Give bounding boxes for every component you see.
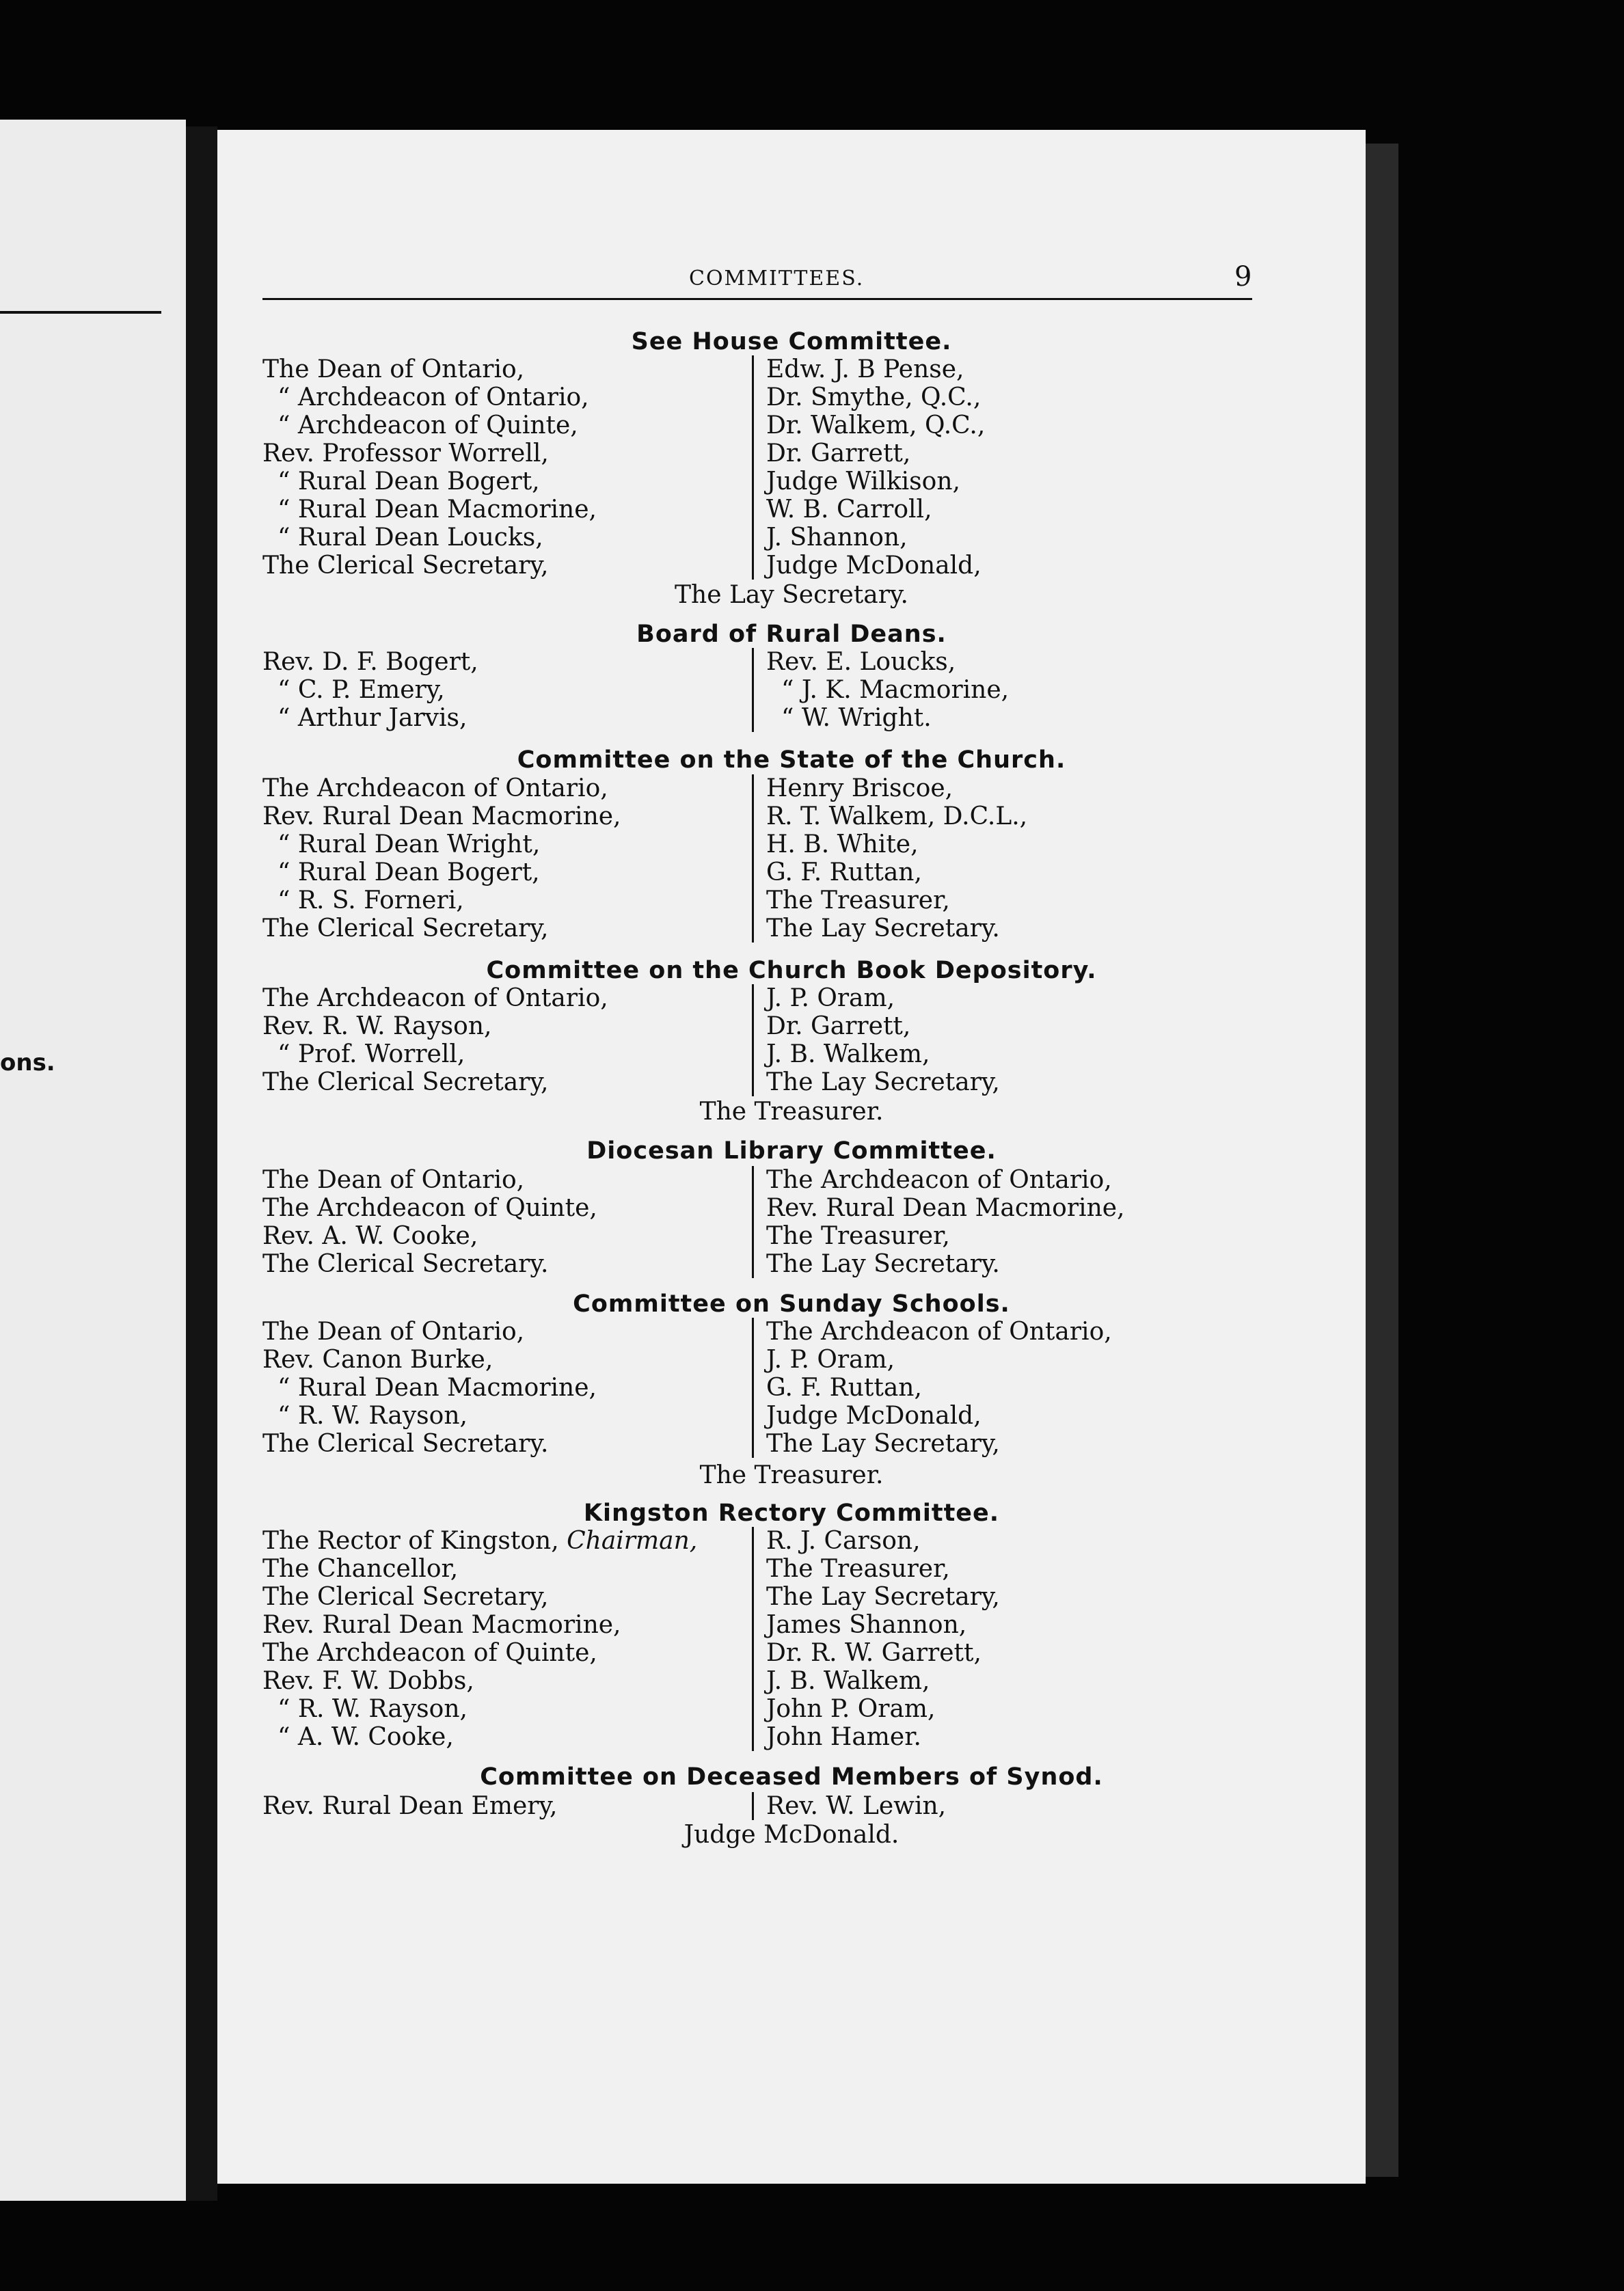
member-name: Dr. Garrett,: [766, 439, 911, 467]
member-name: Rev. W. Lewin,: [766, 1792, 947, 1820]
rural-deans-right-column: [752, 648, 1009, 732]
member-name: “ A. W. Cooke,: [278, 1723, 454, 1751]
member-name: “ R. W. Rayson,: [278, 1402, 468, 1430]
member-name: The Clerical Secretary,: [262, 914, 549, 943]
member-name: The Archdeacon of Ontario,: [262, 774, 608, 802]
book-page: [217, 130, 1366, 2184]
member-name: James Shannon,: [766, 1611, 967, 1639]
member-name: The Treasurer,: [766, 1222, 950, 1250]
member-name: “ C. P. Emery,: [278, 676, 445, 704]
section-title-see-house: See House Committee.: [631, 328, 952, 355]
member-name: The Clerical Secretary,: [262, 552, 549, 580]
member-name: W. B. Carroll,: [766, 496, 932, 524]
member-name: “ Prof. Worrell,: [278, 1040, 465, 1068]
sunday-schools-right-column: [752, 1318, 1112, 1458]
member-name: R. J. Carson,: [766, 1527, 921, 1555]
book-gutter: [186, 126, 217, 2201]
kingston-rectory-right-column: [752, 1527, 1000, 1751]
member-name: Judge McDonald,: [766, 1402, 982, 1430]
member-name: “ J. K. Macmorine,: [781, 676, 1010, 704]
rural-deans-left-column: [262, 648, 478, 732]
book-depository-centered-member: The Treasurer.: [699, 1098, 884, 1126]
running-head-title: COMMITTEES.: [689, 267, 865, 290]
section-title-kingston-rectory: Kingston Rectory Committee.: [583, 1500, 1000, 1527]
member-name: G. F. Ruttan,: [766, 858, 922, 886]
see-house-left-column: [262, 355, 597, 580]
member-name: The Archdeacon of Ontario,: [766, 1166, 1112, 1194]
member-name: The Archdeacon of Ontario,: [262, 984, 608, 1012]
facing-page: [0, 120, 186, 2201]
state-of-church-left-column: [262, 774, 621, 943]
see-house-right-column: [752, 355, 985, 580]
member-name: John P. Oram,: [766, 1695, 936, 1723]
member-name: John Hamer.: [766, 1723, 921, 1751]
section-title-state-of-church: Committee on the State of the Church.: [517, 746, 1066, 774]
member-name: “ Rural Dean Macmorine,: [278, 496, 597, 524]
member-name: Henry Briscoe,: [766, 774, 953, 802]
library-left-column: [262, 1166, 597, 1278]
member-name: “ Rural Dean Macmorine,: [278, 1374, 597, 1402]
member-name: Judge Wilkison,: [766, 467, 960, 496]
member-name: “ Rural Dean Bogert,: [278, 858, 540, 886]
member-name: The Lay Secretary,: [766, 1068, 1000, 1096]
member-name: “ Archdeacon of Ontario,: [278, 383, 589, 411]
member-name: J. P. Oram,: [766, 984, 895, 1012]
member-name: The Lay Secretary.: [766, 914, 1000, 943]
member-name: The Archdeacon of Quinte,: [262, 1194, 597, 1222]
member-name: J. B. Walkem,: [766, 1040, 930, 1068]
member-name: Rev. R. W. Rayson,: [262, 1012, 492, 1040]
member-name: “ Rural Dean Wright,: [278, 830, 541, 858]
member-name: Dr. R. W. Garrett,: [766, 1639, 982, 1667]
section-title-library: Diocesan Library Committee.: [586, 1137, 997, 1165]
member-name: Rev. E. Loucks,: [766, 648, 956, 676]
chairman-name: The Rector of Kingston,: [262, 1527, 559, 1555]
member-name-chairman: [262, 1527, 697, 1555]
member-name: Rev. Professor Worrell,: [262, 439, 549, 467]
member-name: “ R. S. Forneri,: [278, 886, 464, 914]
member-name: The Lay Secretary,: [766, 1583, 1000, 1611]
book-depository-left-column: [262, 984, 608, 1096]
member-name: “ R. W. Rayson,: [278, 1695, 468, 1723]
section-title-sunday-schools: Committee on Sunday Schools.: [573, 1290, 1010, 1318]
member-name: Rev. D. F. Bogert,: [262, 648, 478, 676]
member-name: The Dean of Ontario,: [262, 1166, 525, 1194]
member-name: The Chancellor,: [262, 1555, 459, 1583]
member-name: The Archdeacon of Ontario,: [766, 1318, 1112, 1346]
member-name: The Dean of Ontario,: [262, 1318, 525, 1346]
member-name: The Clerical Secretary.: [262, 1250, 549, 1278]
member-name: Dr. Walkem, Q.C.,: [766, 411, 986, 439]
sunday-schools-left-column: [262, 1318, 597, 1458]
member-name: H. B. White,: [766, 830, 919, 858]
deceased-members-centered-member: Judge McDonald.: [684, 1821, 899, 1849]
member-name: The Clerical Secretary.: [262, 1430, 549, 1458]
member-name: Rev. Rural Dean Macmorine,: [766, 1194, 1125, 1222]
kingston-rectory-left-column: [262, 1527, 697, 1751]
member-name: “ W. Wright.: [781, 704, 932, 732]
member-name: Rev. Rural Dean Emery,: [262, 1792, 558, 1820]
member-name: “ Rural Dean Bogert,: [278, 467, 540, 496]
member-name: “ Rural Dean Loucks,: [278, 524, 543, 552]
member-name: The Clerical Secretary,: [262, 1068, 549, 1096]
page-edge-shadow: [1366, 144, 1398, 2177]
member-name: Edw. J. B Pense,: [766, 355, 964, 383]
member-name: The Lay Secretary.: [766, 1250, 1000, 1278]
member-name: J. B. Walkem,: [766, 1667, 930, 1695]
member-name: G. F. Ruttan,: [766, 1374, 922, 1402]
member-name: J. Shannon,: [766, 524, 908, 552]
deceased-members-right-column: [752, 1792, 946, 1820]
see-house-centered-member: The Lay Secretary.: [675, 581, 908, 609]
facing-page-rule: [0, 311, 161, 314]
member-name: Rev. Rural Dean Macmorine,: [262, 1611, 621, 1639]
section-title-rural-deans: Board of Rural Deans.: [636, 621, 947, 648]
member-name: R. T. Walkem, D.C.L.,: [766, 802, 1028, 830]
member-name: Dr. Garrett,: [766, 1012, 911, 1040]
section-title-book-depository: Committee on the Church Book Depository.: [486, 957, 1097, 984]
member-name: The Archdeacon of Quinte,: [262, 1639, 597, 1667]
page-number: 9: [1234, 261, 1252, 293]
member-name: Dr. Smythe, Q.C.,: [766, 383, 982, 411]
book-depository-right-column: [752, 984, 1000, 1096]
section-title-deceased-members: Committee on Deceased Members of Synod.: [480, 1763, 1103, 1791]
member-name: Rev. Rural Dean Macmorine,: [262, 802, 621, 830]
member-name: “ Archdeacon of Quinte,: [278, 411, 578, 439]
member-name: Judge McDonald,: [766, 552, 982, 580]
member-name: The Treasurer,: [766, 886, 950, 914]
library-right-column: [752, 1166, 1125, 1278]
chairman-role: Chairman,: [567, 1527, 698, 1555]
sunday-schools-centered-member: The Treasurer.: [699, 1461, 884, 1489]
state-of-church-right-column: [752, 774, 1027, 943]
facing-page-text-fragment: ons.: [0, 1049, 55, 1076]
member-name: Rev. A. W. Cooke,: [262, 1222, 478, 1250]
member-name: The Clerical Secretary,: [262, 1583, 549, 1611]
header-rule: [262, 298, 1252, 300]
member-name: The Lay Secretary,: [766, 1430, 1000, 1458]
member-name: J. P. Oram,: [766, 1346, 895, 1374]
member-name: The Treasurer,: [766, 1555, 950, 1583]
member-name: Rev. Canon Burke,: [262, 1346, 493, 1374]
member-name: Rev. F. W. Dobbs,: [262, 1667, 474, 1695]
member-name: “ Arthur Jarvis,: [278, 704, 468, 732]
member-name: The Dean of Ontario,: [262, 355, 525, 383]
deceased-members-left-column: [262, 1792, 557, 1820]
